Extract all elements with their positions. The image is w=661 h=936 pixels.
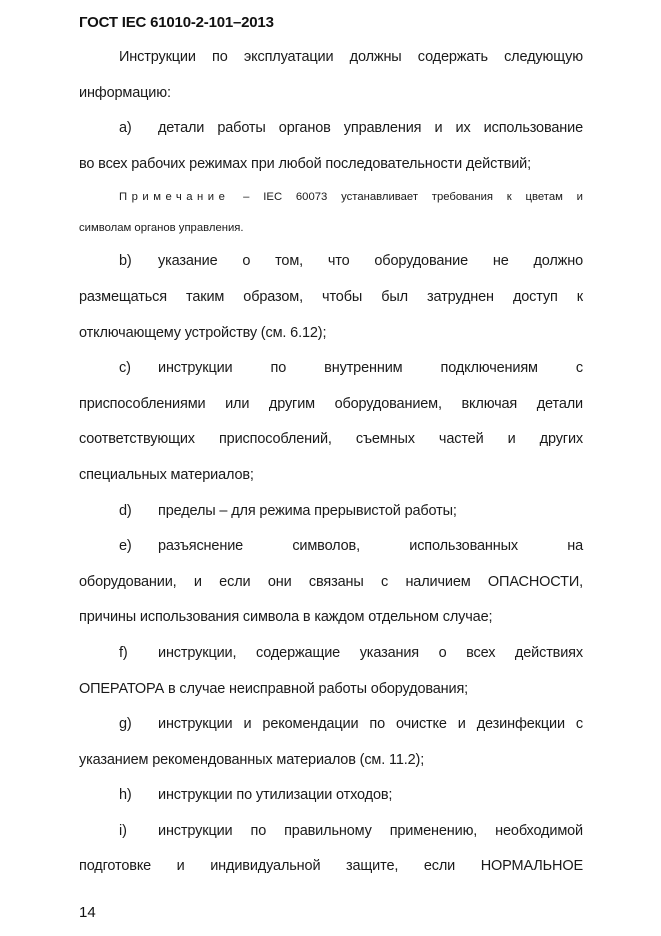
item-continuation: причины использования символа в каждом отдельном случае; xyxy=(79,609,493,626)
item-text: детали работы органов управления и их использование xyxy=(158,120,583,137)
document-body xyxy=(79,40,583,885)
list-item-h xyxy=(79,778,583,814)
item-text: пределы – для режима прерывистой работы; xyxy=(158,502,457,519)
item-marker: b) xyxy=(119,253,132,270)
item-marker: i) xyxy=(119,822,127,839)
note-line: символам органов управления. xyxy=(79,222,244,235)
item-continuation: указанием рекомендованных материалов (см. 11.2); xyxy=(79,751,425,768)
item-text: указание о том, что оборудование не должно xyxy=(158,253,583,270)
item-continuation: во всех рабочих режимах при любой последовательности действий; xyxy=(79,155,532,172)
item-text: разъяснение символов, использованных на xyxy=(158,538,583,555)
item-text: инструкции, содержащие указания о всех действиях xyxy=(158,644,583,661)
item-continuation: ОПЕРАТОРА в случае неисправной работы оборудования; xyxy=(79,680,469,697)
page-number: 14 xyxy=(79,904,96,921)
list-item-a xyxy=(79,111,583,147)
item-continuation: подготовке и индивидуальной защите, если НОРМАЛЬНОЕ xyxy=(79,858,583,875)
item-marker: e) xyxy=(119,538,132,555)
list-item-b xyxy=(79,244,583,280)
item-continuation: отключающему устройству (см. 6.12); xyxy=(79,324,327,341)
item-marker: c) xyxy=(119,360,131,377)
intro-line: информацию: xyxy=(79,84,171,101)
item-marker: f) xyxy=(119,644,128,661)
item-continuation: специальных материалов; xyxy=(79,466,254,483)
list-item-i xyxy=(79,814,583,850)
list-item-f xyxy=(79,636,583,672)
item-marker: d) xyxy=(119,502,132,519)
item-text: инструкции по утилизации отходов; xyxy=(158,787,393,804)
note-label: Примечание xyxy=(119,191,230,204)
item-text: инструкции по внутренним подключениям с xyxy=(158,360,583,377)
item-marker: g) xyxy=(119,716,132,733)
list-item-e xyxy=(79,529,583,565)
item-marker: h) xyxy=(119,787,132,804)
item-continuation: соответствующих приспособлений, съемных частей и других xyxy=(79,431,583,448)
item-text: инструкции по правильному применению, необходимой xyxy=(158,822,583,839)
intro-line: Инструкции по эксплуатации должны содержать следующую xyxy=(119,49,583,65)
list-item-c xyxy=(79,351,583,387)
note-line xyxy=(79,182,583,213)
item-continuation: оборудовании, и если они связаны с наличием ОПАСНОСТИ, xyxy=(79,573,583,590)
item-continuation: приспособлениями или другим оборудованием, включая детали xyxy=(79,395,583,412)
document-header: ГОСТ IEC 61010-2-101–2013 xyxy=(79,14,274,31)
list-item-d xyxy=(79,494,583,530)
item-marker: a) xyxy=(119,120,132,137)
list-item-g xyxy=(79,707,583,743)
note-text: – IEC 60073 устанавливает требования к цветам и xyxy=(229,191,583,204)
item-continuation: размещаться таким образом, чтобы был затруднен доступ к xyxy=(79,288,583,305)
item-text: инструкции и рекомендации по очистке и дезинфекции с xyxy=(158,716,583,733)
